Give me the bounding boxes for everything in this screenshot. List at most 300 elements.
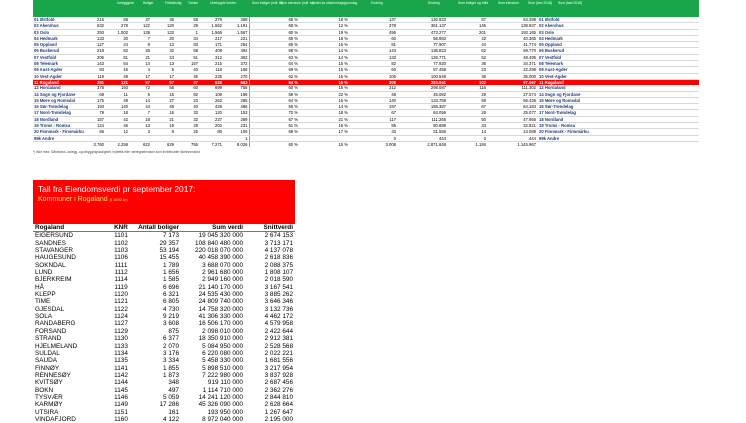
col-header-rogaland: Rogaland [33, 224, 107, 232]
value-cell: 105 [349, 73, 397, 79]
value-cell: 27.574 [487, 91, 537, 97]
header-cell: Sum boliger (mill. kr) [252, 1, 284, 5]
value-cell: 758 [223, 85, 249, 91]
percent-cell: 21 % [299, 116, 349, 122]
value-cell: 48 [151, 104, 175, 110]
percent-cell: 22 % [299, 91, 349, 97]
knr-cell: 1146 [114, 393, 128, 401]
value-cell: 628 [199, 79, 223, 85]
value-cell: 97.667 [487, 79, 537, 85]
sum-verdi-cell: 220 018 070 000 [195, 247, 243, 255]
antall-boliger-cell: 6 696 [163, 283, 179, 291]
table-row [33, 298, 295, 305]
value-cell: 20 [151, 35, 175, 41]
knr-cell: 1135 [114, 357, 128, 365]
antall-boliger-cell: 497 [168, 386, 179, 394]
header-cell: Innbyggere [117, 1, 134, 5]
value-cell: 40 [175, 67, 199, 73]
knr-cell: 1114 [114, 276, 128, 284]
value-cell: 111.265 [397, 116, 447, 122]
table-row [33, 416, 295, 423]
snittverdi-cell: 3 713 171 [264, 239, 293, 247]
municipality-name: SULDAL [35, 349, 60, 357]
knr-cell: 1144 [114, 379, 128, 387]
value-cell: 48 [105, 73, 129, 79]
value-cell: 270 [223, 73, 249, 79]
table-row [33, 394, 295, 401]
col-header-antall-boliger: Antall boliger [135, 224, 181, 232]
sum-verdi-cell: 5 084 950 000 [202, 342, 243, 350]
value-cell: 201 [447, 29, 487, 35]
value-cell: 52 [447, 54, 487, 60]
municipality-name: BOKN [35, 386, 54, 394]
snittverdi-cell: 1 267 647 [264, 408, 293, 416]
county-summary-table [33, 0, 699, 160]
sum-verdi-cell: 24 535 430 000 [198, 291, 243, 299]
value-cell: 133 [151, 29, 175, 35]
value-cell: 1.567 [223, 29, 249, 35]
value-cell: 130.933 [397, 17, 447, 23]
value-cell: 9 [129, 42, 151, 48]
value-cell: 56 [151, 85, 175, 91]
value-cell: 1.191 [223, 23, 249, 29]
table-row [33, 409, 295, 416]
percent-cell: 14 % [299, 48, 349, 54]
snittverdi-cell: 2 912 381 [264, 335, 293, 343]
snittverdi-cell: 3 132 736 [264, 305, 293, 313]
value-cell: 13.089 [487, 129, 537, 135]
table-row [33, 254, 295, 261]
percent-cell: 65 % [249, 42, 299, 48]
header-cell: Boliger [143, 1, 154, 5]
county-name: 05 Oppland [33, 42, 81, 48]
value-cell: 426 [199, 104, 223, 110]
percent-cell: 68 % [249, 23, 299, 29]
county-name: 09 Aust-Agder [33, 67, 81, 73]
value-cell: 9 [151, 129, 175, 135]
value-cell: 221 [223, 35, 249, 41]
header-cell: Sum boliger og fritid [458, 1, 489, 5]
section-subtitle [38, 196, 128, 203]
knr-cell: 1120 [114, 291, 128, 299]
table-row [33, 335, 295, 342]
sum-verdi-cell: 108 840 480 000 [195, 239, 243, 247]
value-cell: 206 [81, 54, 105, 60]
knr-cell: 1129 [114, 327, 128, 335]
value-cell: 57 [129, 79, 151, 85]
percent-cell: 19 % [299, 29, 349, 35]
percent-cell: 63 % [249, 54, 299, 60]
value-cell: 40 [175, 104, 199, 110]
value-cell: 26 [129, 48, 151, 54]
county-name: 04 Hedmark [33, 35, 81, 41]
value-cell: 79 [81, 110, 105, 116]
snittverdi-cell: 3 167 541 [264, 283, 293, 291]
sum-verdi-cell: 193 950 000 [207, 408, 243, 416]
county-name-repeat: 20 Finnmark - Finnmárku [537, 129, 699, 135]
value-cell: 25 [175, 129, 199, 135]
value-cell: 51 [175, 54, 199, 60]
sum-verdi-cell: 24 809 740 000 [198, 298, 243, 306]
county-name-repeat: 99k Andre [537, 135, 699, 141]
value-cell: 100.549 [397, 73, 447, 79]
knr-cell: 1142 [114, 371, 128, 379]
table-row [33, 350, 295, 357]
value-cell: 254 [223, 42, 249, 48]
value-cell: 56.436 [487, 97, 537, 103]
value-cell: 126.771 [397, 54, 447, 60]
antall-boliger-cell: 161 [168, 408, 179, 416]
value-cell: 24 [151, 54, 175, 60]
antall-boliger-cell: 9 219 [163, 313, 179, 321]
municipality-name: FINNØY [35, 364, 60, 372]
antall-boliger-cell: 1 585 [163, 276, 179, 284]
value-cell: 40.365 [487, 35, 537, 41]
value-cell: 56.983 [397, 35, 447, 41]
value-cell: 15 [151, 91, 175, 97]
value-cell: 444 [487, 135, 537, 141]
value-cell: 215 [81, 17, 105, 23]
header-cell: Sum eiendom (mill. kr) [280, 1, 314, 5]
antall-boliger-cell: 1 873 [163, 371, 179, 379]
value-cell: 80 [199, 129, 223, 135]
municipality-name: SOKNDAL [35, 261, 66, 269]
county-name: 14 Sogn og Fjordane [33, 91, 81, 97]
total-cell: 1.145.967 [487, 141, 537, 147]
table-row [33, 291, 295, 298]
value-cell: 137 [349, 17, 397, 23]
table-row [33, 328, 295, 335]
total-cell: 2.259 [105, 141, 129, 147]
value-cell: 36 [447, 73, 487, 79]
value-cell: 13 [151, 42, 175, 48]
value-cell: 64.184 [487, 104, 537, 110]
percent-cell: 64 % [249, 61, 299, 67]
value-cell: 93 [81, 67, 105, 73]
value-cell: 37 [129, 17, 151, 23]
value-cell: 77.920 [397, 61, 447, 67]
table-header-band [33, 0, 699, 17]
table-header-row [33, 224, 295, 232]
value-cell: 34.371 [487, 61, 537, 67]
percent-cell: 15 % [299, 85, 349, 91]
value-cell: 136.823 [397, 48, 447, 54]
value-cell: 124 [81, 123, 105, 129]
value-cell: 193.165 [487, 29, 537, 35]
value-cell: 121 [105, 79, 129, 85]
col-header-knr: KNR [107, 224, 135, 232]
knr-cell: 1111 [114, 261, 128, 269]
sum-verdi-cell: 14 758 320 000 [198, 305, 243, 313]
county-name: 01 Østfold [33, 17, 81, 23]
county-name: 16 Sør-Trøndelag [33, 104, 81, 110]
antall-boliger-cell: 2 070 [163, 342, 179, 350]
sum-verdi-cell: 7 222 980 000 [202, 371, 243, 379]
county-name: 99k Andre [33, 135, 81, 141]
sum-verdi-cell: 2 098 010 000 [202, 327, 243, 335]
value-cell: 33 [349, 129, 397, 135]
value-cell: 44 [129, 104, 151, 110]
value-cell: 7 [129, 110, 151, 116]
value-cell: 45.082 [397, 91, 447, 97]
table-row [33, 387, 295, 394]
value-cell: 13 [129, 123, 151, 129]
knr-cell: 1119 [114, 283, 128, 291]
value-cell: 47.956 [487, 116, 537, 122]
value-cell: 133.759 [397, 97, 447, 103]
sum-verdi-cell: 16 506 170 000 [198, 320, 243, 328]
antall-boliger-cell: 6 377 [163, 335, 179, 343]
table-row [33, 276, 295, 283]
value-cell: 45 [175, 73, 199, 79]
percent-cell: 15 % [299, 79, 349, 85]
antall-boliger-cell: 6 805 [163, 298, 179, 306]
percent-cell: 15 % [299, 67, 349, 73]
sum-verdi-cell: 19 045 320 000 [198, 232, 243, 240]
value-cell: 58 [175, 48, 199, 54]
municipality-name: HJELMELAND [35, 342, 78, 350]
percent-cell: 15 % [299, 73, 349, 79]
value-cell: 32.821 [487, 123, 537, 129]
header-cell: Tomter [188, 1, 199, 5]
value-cell: 77.907 [397, 42, 447, 48]
county-name-repeat: 17 Nord-Trøndelag [537, 110, 699, 116]
value-cell: 106 [199, 91, 223, 97]
snittverdi-cell: 2 844 810 [264, 393, 293, 401]
snittverdi-cell: 4 462 172 [264, 313, 293, 321]
municipality-name: KLEPP [35, 291, 56, 299]
value-cell: 361.137 [397, 23, 447, 29]
antall-boliger-cell: 6 321 [163, 291, 179, 299]
value-cell: 378 [349, 23, 397, 29]
municipality-name: BJERKREIM [35, 276, 72, 284]
percent-cell: 61 % [249, 123, 299, 129]
value-cell: 197 [349, 104, 397, 110]
header-cell: Ubebygde tomter [210, 1, 237, 5]
subtitle-text: Kommuner i Rogaland [38, 196, 108, 203]
county-name-repeat: 04 Hedmark [537, 35, 699, 41]
value-cell: 140 [105, 104, 129, 110]
sum-verdi-cell: 6 220 080 000 [202, 349, 243, 357]
value-cell: 133 [349, 54, 397, 60]
total-cell: 629 [151, 141, 175, 147]
sum-verdi-cell: 5 898 510 000 [202, 364, 243, 372]
knr-cell: 1106 [114, 254, 128, 262]
county-name-repeat: 05 Oppland [537, 42, 699, 48]
sum-verdi-cell: 2 949 160 000 [202, 276, 243, 284]
header-cell: Sum eiendom [498, 1, 519, 5]
table-row [33, 365, 295, 372]
antall-boliger-cell: 3 176 [163, 349, 179, 357]
value-cell: 663 [223, 79, 249, 85]
total-cell: 3.760 [81, 141, 105, 147]
table-row [33, 343, 295, 350]
snittverdi-cell: 2 018 590 [264, 276, 293, 284]
total-percent: 60 % [249, 141, 299, 147]
county-name-repeat: 09 Aust-Agder [537, 67, 699, 73]
value-cell: 102 [447, 79, 487, 85]
value-cell: 57 [447, 17, 487, 23]
municipality-name: HAUGESUND [35, 254, 76, 262]
percent-cell: 16 % [299, 17, 349, 23]
value-cell: 632 [81, 23, 105, 29]
total-cell: 8.026 [223, 141, 249, 147]
rogaland-municipality-block [33, 180, 295, 423]
value-cell: 138.937 [487, 23, 537, 29]
value-cell: 133 [81, 35, 105, 41]
antall-boliger-cell: 1 656 [163, 269, 179, 277]
municipality-table [33, 224, 295, 423]
value-cell: 1.562 [199, 23, 223, 29]
value-cell: 50 [447, 116, 487, 122]
value-cell: 92 [175, 91, 199, 97]
value-cell: 32 [151, 48, 175, 54]
sum-verdi-cell: 1 114 710 000 [202, 386, 243, 394]
percent-cell: 15 % [299, 61, 349, 67]
antall-boliger-cell: 348 [168, 379, 179, 387]
sum-verdi-cell: 2 961 680 000 [202, 269, 243, 277]
knr-cell: 1141 [114, 364, 128, 372]
value-cell: 231 [223, 123, 249, 129]
total-cell: 755 [175, 141, 199, 147]
value-cell: 111.302 [487, 85, 537, 91]
value-cell: 1 [223, 135, 249, 141]
snittverdi-cell: 1 808 107 [264, 269, 293, 277]
snittverdi-cell: 2 628 664 [264, 401, 293, 409]
value-cell: 23 [175, 97, 199, 103]
value-cell: 116 [447, 85, 487, 91]
value-cell: 34 [175, 35, 199, 41]
value-cell: 269 [223, 116, 249, 122]
table-row [33, 379, 295, 386]
value-cell: 24 [105, 42, 129, 48]
total-cell: 3.008 [349, 141, 397, 147]
total-cell: 1.194 [447, 141, 487, 147]
value-cell: 18 [105, 110, 129, 116]
sum-verdi-cell: 3 688 070 000 [202, 261, 243, 269]
percent-cell: 58 % [249, 104, 299, 110]
value-cell: 293 [81, 29, 105, 35]
value-cell: 4 [129, 67, 151, 73]
value-cell: 217 [199, 35, 223, 41]
county-name: 06 Buskerud [33, 48, 81, 54]
knr-cell: 1122 [114, 305, 128, 313]
value-cell: 82 [105, 48, 129, 54]
value-cell: 57 [151, 79, 175, 85]
county-name: 12 Hordaland [33, 85, 81, 91]
value-cell: 1 [175, 29, 199, 35]
county-name-repeat: 16 Sør-Trøndelag [537, 104, 699, 110]
snittverdi-cell: 2 528 568 [264, 342, 293, 350]
knr-cell: 1112 [114, 269, 128, 277]
value-cell: 60 [349, 35, 397, 41]
municipality-name: TIME [35, 298, 51, 306]
snittverdi-cell: 4 579 958 [264, 320, 293, 328]
value-cell: 219 [81, 48, 105, 54]
table-row [33, 357, 295, 364]
value-cell: 198 [223, 91, 249, 97]
value-cell: 60 [349, 67, 397, 73]
header-cell: Endring [371, 1, 383, 5]
value-cell: 193 [105, 85, 129, 91]
value-cell: 372 [223, 61, 249, 67]
municipality-name: VINDAFJORD [35, 415, 76, 423]
total-percent: 15 % [299, 141, 349, 147]
value-cell: 48 [349, 91, 397, 97]
municipality-name: LUND [35, 269, 53, 277]
county-table-body [33, 17, 699, 147]
value-cell: 278 [105, 23, 129, 29]
value-cell: 312 [349, 85, 397, 91]
value-cell: 496 [349, 29, 397, 35]
value-cell: 22.296 [487, 67, 537, 73]
sum-verdi-cell: 14 241 120 000 [198, 393, 243, 401]
value-cell: 46 [105, 123, 129, 129]
value-cell: 18 [129, 116, 151, 122]
sum-verdi-cell: 45 326 090 000 [198, 401, 243, 409]
value-cell: 466 [223, 104, 249, 110]
county-name-repeat: 18 Nordland [537, 116, 699, 122]
value-cell: 0 [447, 135, 487, 141]
value-cell: 29 [175, 123, 199, 129]
snittverdi-cell: 2 422 644 [264, 327, 293, 335]
value-cell: 62 [447, 48, 487, 54]
value-cell: 225 [199, 73, 223, 79]
value-cell: 59.770 [487, 48, 537, 54]
antall-boliger-cell: 4 122 [163, 415, 179, 423]
value-cell: 68 [105, 17, 129, 23]
antall-boliger-cell: 17 286 [159, 401, 179, 409]
table-row [33, 262, 295, 269]
knr-cell: 1149 [114, 401, 128, 409]
value-cell: 21 [151, 116, 175, 122]
percent-cell: 14 % [299, 104, 349, 110]
table-row [33, 320, 295, 327]
sum-verdi-cell: 40 458 390 000 [198, 254, 243, 262]
value-cell: 54.399 [487, 17, 537, 23]
percent-cell: 69 % [249, 67, 299, 73]
snittverdi-cell: 3 837 928 [264, 371, 293, 379]
antall-boliger-cell: 1 789 [163, 261, 179, 269]
municipality-name: KVITSØY [35, 379, 63, 387]
value-cell: 68 [81, 91, 105, 97]
value-cell: 48 [105, 97, 129, 103]
rogaland-header-band [33, 180, 295, 224]
value-cell: 391 [81, 79, 105, 85]
value-cell: 14 [447, 129, 487, 135]
county-name: 08 Telemark [33, 61, 81, 67]
value-cell: 17 [151, 73, 175, 79]
value-cell: 83 [175, 42, 199, 48]
value-cell: 67 [447, 104, 487, 110]
county-name: 07 Vestfold [33, 54, 81, 60]
percent-cell: 16 % [299, 42, 349, 48]
antall-boliger-cell: 4 730 [163, 305, 179, 313]
county-name-repeat: 08 Telemark [537, 61, 699, 67]
municipality-name: SAUDA [35, 357, 58, 365]
percent-cell: 16 % [299, 35, 349, 41]
value-cell: 31.555 [397, 129, 447, 135]
value-cell: 105 [223, 129, 249, 135]
snittverdi-cell: 2 674 153 [264, 232, 293, 240]
table-row [33, 232, 295, 240]
value-cell: 171 [199, 42, 223, 48]
county-name: 11 Rogaland [33, 79, 81, 85]
municipality-name: STRAND [35, 335, 62, 343]
value-cell: 26 [447, 110, 487, 116]
knr-cell: 1145 [114, 386, 128, 394]
value-cell: 175 [81, 97, 105, 103]
